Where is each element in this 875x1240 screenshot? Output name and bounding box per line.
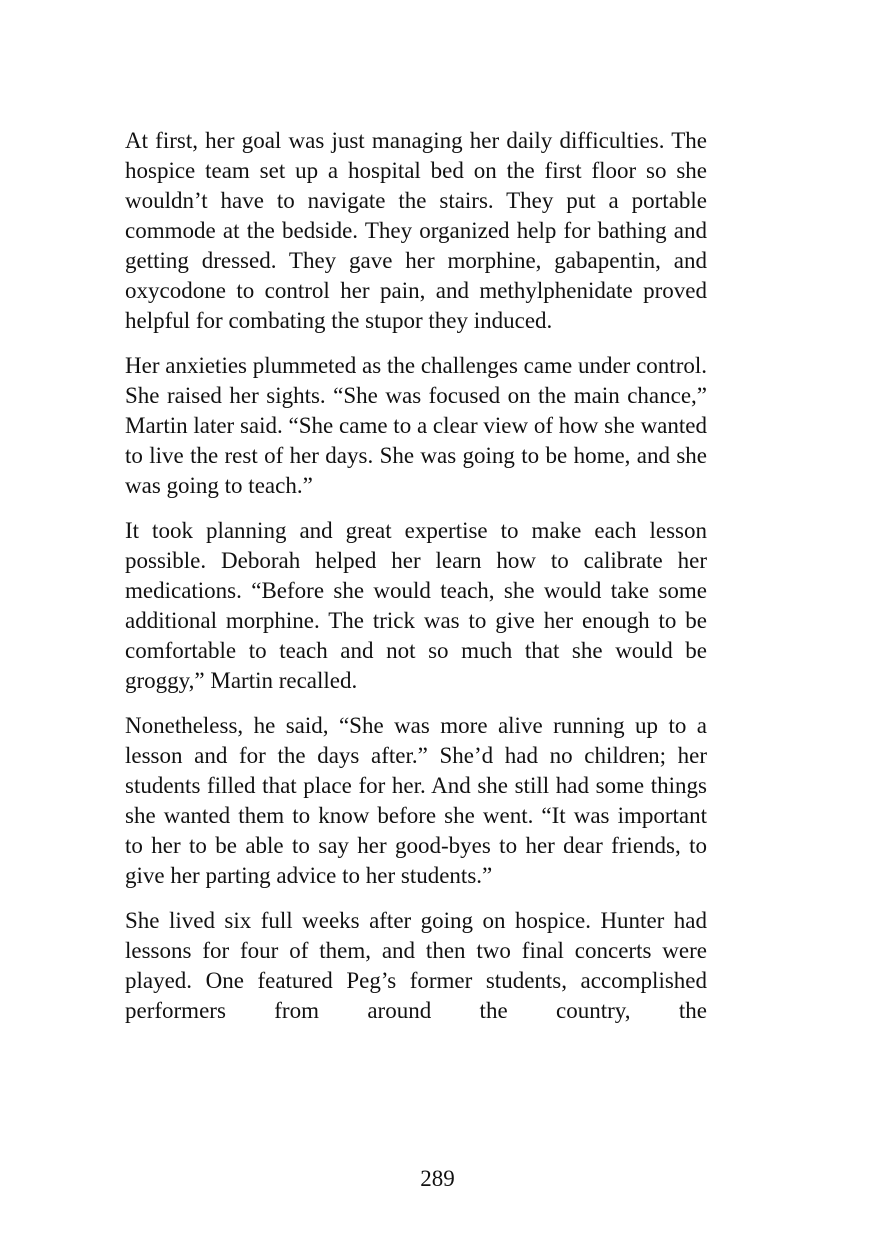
paragraph-4: Nonetheless, he said, “She was more alive running up to a lesson and for the days after.” She’d had no children; her students filled that place for her. And she still had some things she wanted them to know before she went. “It was important to her to be able to say her good-byes to her dear friends, to give her parting advice to her students.” — [125, 713, 707, 888]
page-number: 289 — [420, 1166, 455, 1191]
paragraph-1: At first, her goal was just managing her daily difficulties. The hospice team set up a hospital bed on the first floor so she wouldn’t have to navigate the stairs. They put a portable commode at the bedside. They organized help for bathing and getting dressed. They gave her morphine, gabapentin, and oxycodone to control her pain, and methylphenidate proved helpful for combating the stupor they induced. — [125, 128, 707, 333]
body-text — [125, 126, 707, 1041]
paragraph-2: Her anxieties plummeted as the challenges came under control. She raised her sights. “She was focused on the main chance,” Martin later said. “She came to a clear view of how she wanted to live the rest of her days. She was going to be home, and she was going to teach.” — [125, 353, 707, 498]
paragraph-5: She lived six full weeks after going on hospice. Hunter had lessons for four of them, and then two final concerts were played. One featured Peg’s former students, accomplished performers from around the country, the — [125, 908, 707, 1023]
paragraph-3: It took planning and great expertise to make each lesson possible. Deborah helped her learn how to calibrate her medications. “Before she would teach, she would take some additional morphine. The trick was to give her enough to be comfortable to teach and not so much that she would be groggy,” Martin recalled. — [125, 518, 707, 693]
